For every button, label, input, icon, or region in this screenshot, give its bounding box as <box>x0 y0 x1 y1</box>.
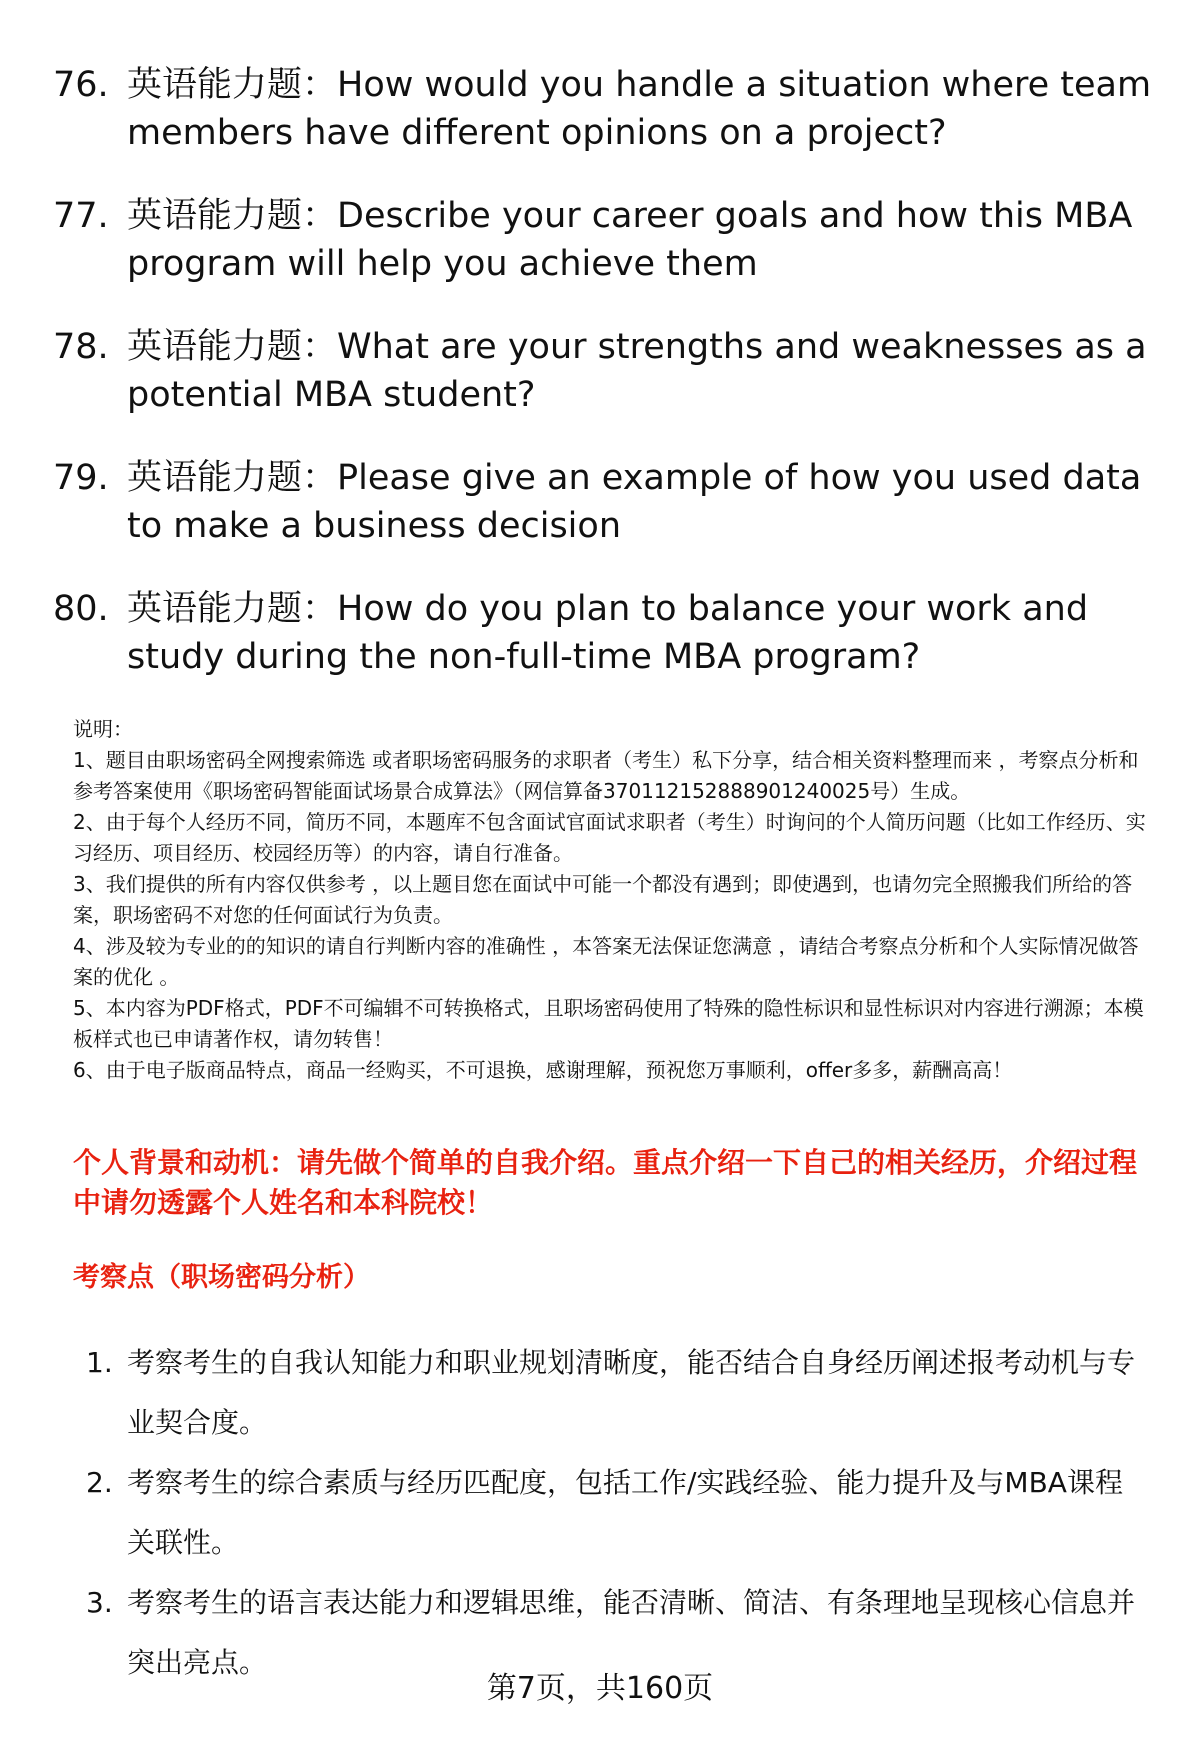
page-footer: 第7页，共160页 <box>486 1671 714 1706</box>
note-item: 5、本内容为PDF格式，PDF不可编辑不可转换格式，且职场密码使用了特殊的隐性标识和显性标识对内容进行溯源；本模板样式也已申请著作权，请勿转售！ <box>73 996 1144 1051</box>
question-80 <box>53 585 1153 681</box>
note-item: 4、涉及较为专业的的知识的请自行判断内容的准确性 ，本答案无法保证您满意 ，请结合考察点分析和个人实际情况做答案的优化 。 <box>73 934 1139 989</box>
list-item <box>73 1453 1143 1573</box>
question-text: 英语能力题：Please give an example of how you used data to make a business decision <box>127 458 1142 546</box>
list-number: 2. <box>86 1466 113 1499</box>
list-item <box>73 1333 1143 1453</box>
notes-section <box>73 714 1153 1086</box>
question-76 <box>53 61 1153 157</box>
question-text: 英语能力题：Describe your career goals and how this MBA program will help you achieve them <box>127 196 1133 284</box>
list-text: 考察考生的语言表达能力和逻辑思维，能否清晰、简洁、有条理地呈现核心信息并突出亮点。 <box>127 1586 1136 1679</box>
list-number: 1. <box>86 1346 113 1379</box>
notes-title: 说明： <box>73 717 133 741</box>
list-text: 考察考生的自我认知能力和职业规划清晰度，能否结合自身经历阐述报考动机与专业契合度。 <box>127 1346 1136 1439</box>
question-79 <box>53 454 1153 550</box>
question-number: 77. <box>53 196 109 236</box>
question-number: 76. <box>53 65 109 105</box>
assessment-heading: 考察点（职场密码分析） <box>73 1262 370 1293</box>
question-text: 英语能力题：How would you handle a situation where team members have different opinions on a project? <box>127 65 1152 153</box>
background-question-heading: 个人背景和动机：请先做个简单的自我介绍。重点介绍一下自己的相关经历，介绍过程中请勿透露个人姓名和本科院校！ <box>73 1146 1138 1219</box>
question-number: 78. <box>53 327 109 367</box>
note-item: 6、由于电子版商品特点，商品一经购买，不可退换，感谢理解，预祝您万事顺利，offer多多，薪酬高高！ <box>73 1058 1013 1082</box>
question-number: 79. <box>53 458 109 498</box>
list-text: 考察考生的综合素质与经历匹配度，包括工作/实践经验、能力提升及与MBA课程关联性。 <box>127 1466 1123 1559</box>
question-text: 英语能力题：How do you plan to balance your work and study during the non-full-time MBA program? <box>127 589 1089 677</box>
question-78 <box>53 323 1153 419</box>
question-text: 英语能力题：What are your strengths and weaknesses as a potential MBA student? <box>127 327 1147 415</box>
note-item: 3、我们提供的所有内容仅供参考 ，以上题目您在面试中可能一个都没有遇到；即使遇到，也请勿完全照搬我们所给的答案，职场密码不对您的任何面试行为负责。 <box>73 872 1133 927</box>
question-number: 80. <box>53 589 109 629</box>
note-item: 2、由于每个人经历不同，简历不同，本题库不包含面试官面试求职者（考生）时询问的个人简历问题（比如工作经历、实习经历、项目经历、校园经历等）的内容，请自行准备。 <box>73 810 1146 865</box>
list-number: 3. <box>86 1586 113 1619</box>
note-item: 1、题目由职场密码全网搜索筛选 或者职场密码服务的求职者（考生）私下分享，结合相关资料整理而来 ，考察点分析和参考答案使用《职场密码智能面试场景合成算法》（网信算备370112152888901240025号）生成。 <box>73 748 1139 803</box>
question-77 <box>53 192 1153 288</box>
assessment-list <box>73 1333 1143 1693</box>
